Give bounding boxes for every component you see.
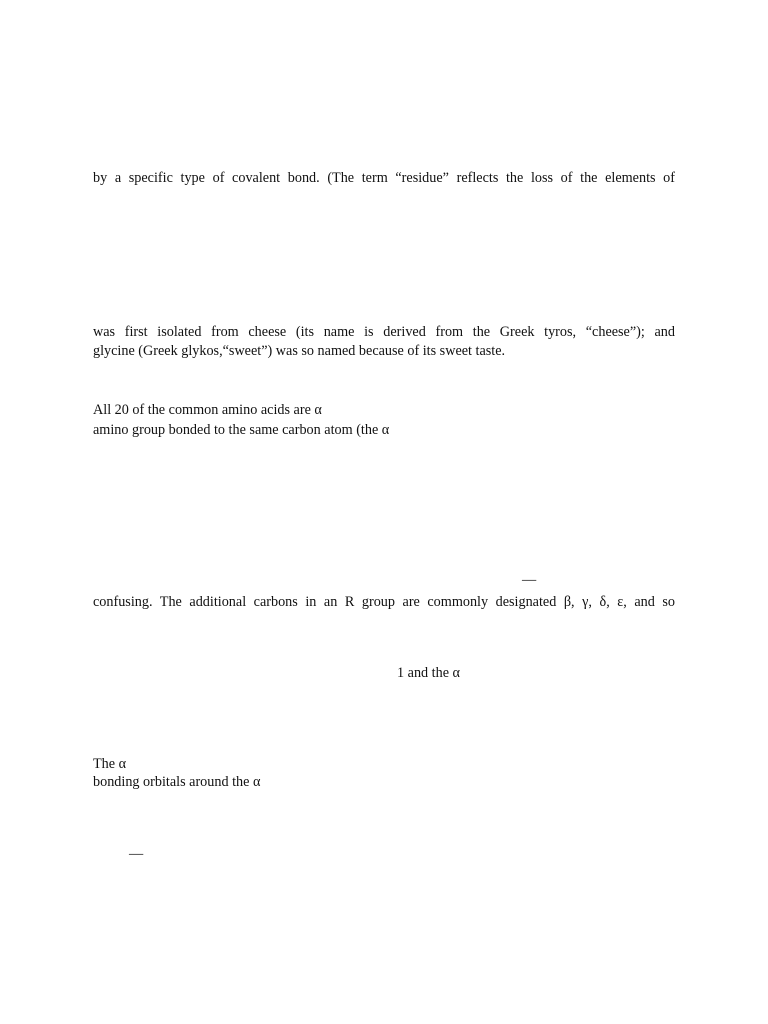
em-dash-mark: — bbox=[522, 572, 537, 588]
em-dash-mark-lower: — bbox=[129, 846, 144, 862]
text-line-bonding-orbitals: bonding orbitals around the α bbox=[93, 774, 261, 790]
text-line-glycine: glycine (Greek glykos,“sweet”) was so named because of its sweet taste. bbox=[93, 343, 506, 359]
text-line-residue: by a specific type of covalent bond. (The term “residue” reflects the loss of the elements of bbox=[93, 170, 675, 186]
text-line-the-alpha: The α bbox=[93, 756, 127, 772]
text-line-amino-group: amino group bonded to the same carbon atom (the α bbox=[93, 422, 390, 438]
text-line-r-group: confusing. The additional carbons in an R group are commonly designated β, γ, δ, ε, and so bbox=[93, 594, 675, 610]
text-line-alpha-fragment: 1 and the α bbox=[397, 665, 460, 681]
text-line-cheese: was first isolated from cheese (its name is derived from the Greek tyros, “cheese”); and bbox=[93, 324, 675, 340]
text-line-amino-acids: All 20 of the common amino acids are α bbox=[93, 402, 322, 418]
